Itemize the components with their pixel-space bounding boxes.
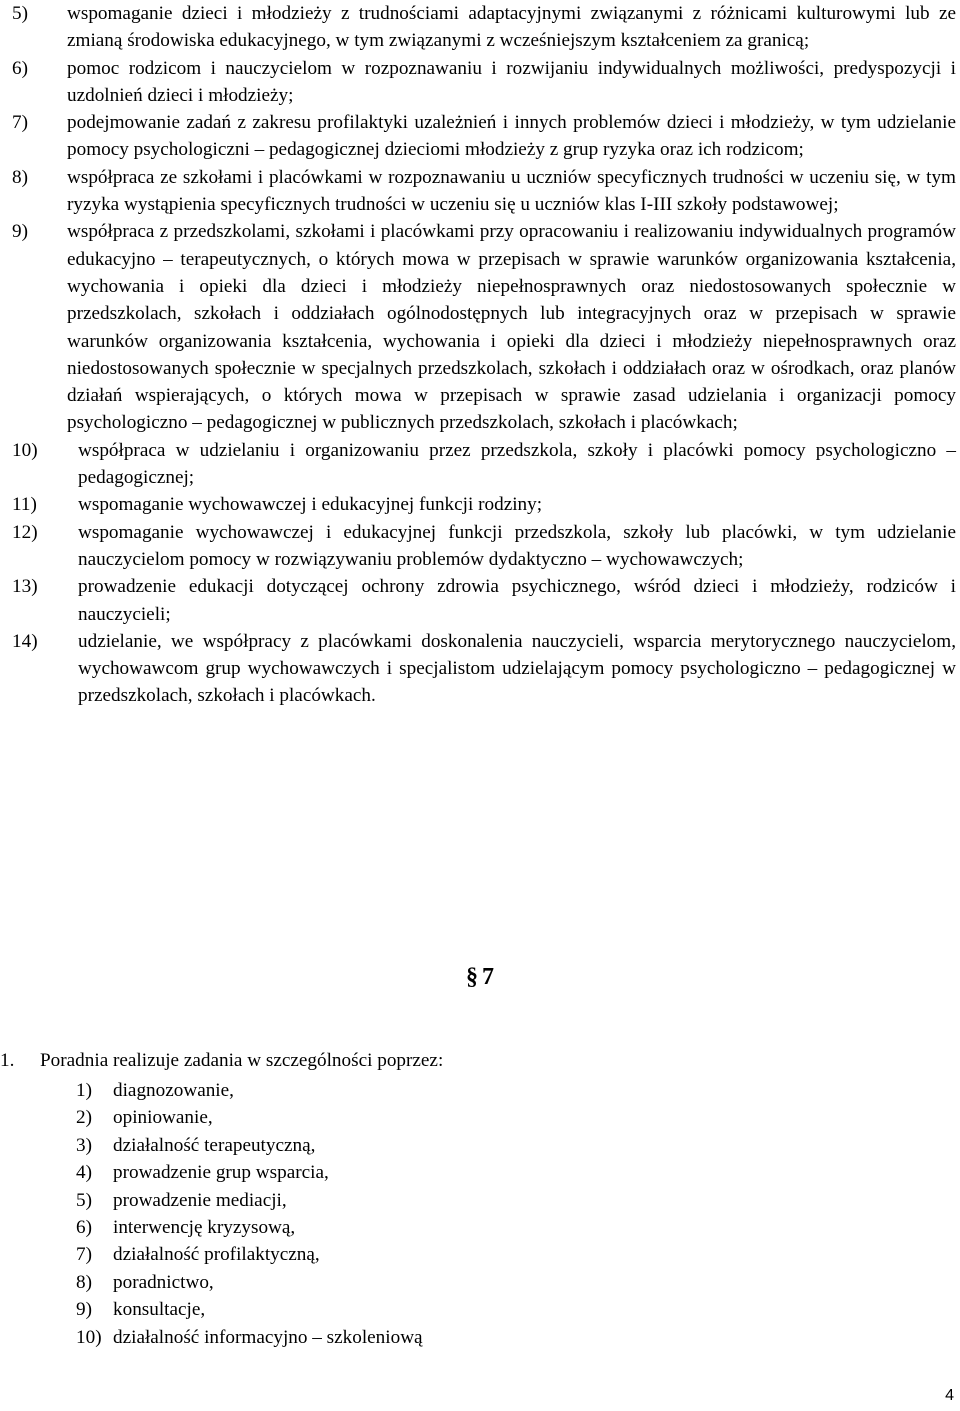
list-item-number: 4) [76, 1162, 92, 1184]
list-item-text: współpraca ze szkołami i placówkami w rozpoznawaniu u uczniów specyficznych trudności w uczeniu się, w tym ryzyka wystąpienia specyficznych trudności w uczeniu się u uczniów klas I-III szkoły podstawowej; [67, 166, 956, 216]
list-item [12, 218, 956, 436]
list-item-text: działalność informacyjno – szkoleniową [113, 1326, 423, 1348]
list-item-number: 11) [12, 494, 37, 516]
list-item-number: 9) [76, 1299, 92, 1321]
list-item-text: prowadzenie grup wsparcia, [113, 1162, 329, 1184]
list-item [76, 1187, 676, 1214]
list-item-number: 14) [12, 630, 38, 652]
list-item [12, 0, 956, 55]
page-number: 4 [945, 1387, 954, 1404]
list-item [12, 109, 956, 164]
list-item-text: prowadzenie edukacji dotyczącej ochrony zdrowia psychicznego, wśród dzieci i młodzieży, rodziców i nauczycieli; [78, 576, 956, 625]
list-item [12, 628, 956, 710]
list-item [76, 1104, 676, 1131]
list-item [76, 1296, 676, 1323]
list-item-text: konsultacje, [113, 1299, 206, 1321]
list-item [76, 1269, 676, 1296]
list-item-text: pomoc rodzicom i nauczycielom w rozpoznawaniu i rozwijaniu indywidualnych możliwości, predyspozycji i uzdolnień dzieci i młodzieży; [67, 57, 956, 106]
numbered-list-sub [76, 1077, 676, 1351]
list-item [76, 1214, 676, 1241]
list-item [12, 55, 956, 110]
list-item-number: 8) [12, 166, 28, 188]
list-item-text: interwencję kryzysową, [113, 1217, 296, 1239]
section-heading [0, 958, 960, 996]
list-item-number: 2) [76, 1107, 92, 1129]
list-item-number: 9) [12, 221, 28, 243]
list-item [76, 1324, 676, 1351]
list-item-number: 8) [76, 1271, 92, 1293]
list-item-text: współpraca z przedszkolami, szkołami i placówkami przy opracowaniu i realizowaniu indywidualnych programów edukacyjno – terapeutycznych, o których mowa w przepisach w sprawie warunków organizowania kształcenia, wychowania i opieki dla dzieci i młodzieży niepełnosprawnych oraz niedostosowanych społecznie w przedszkolach, szkołach i oddziałach ogólnodostępnych lub integracyjnych oraz w przepisach w sprawie warunków organizowania kształcenia, wychowania i opieki dla dzieci i młodzieży niepełnosprawnych oraz niedostosowanych społecznie w specjalnych przedszkolach, szkołach i oddziałach oraz w ośrodkach, oraz planów działań wspierających, o których mowa w przepisach w sprawie zasad udzielania i organizacji pomocy psychologiczno – pedagogicznej w publicznych przedszkolach, szkołach i placówkach; [67, 221, 956, 434]
list-item-text: opiniowanie, [113, 1107, 213, 1129]
list-item [12, 437, 956, 492]
list-item-number: 1) [76, 1080, 92, 1101]
list-item-text: wspomaganie dzieci i młodzieży z trudnościami adaptacyjnymi związanymi z różnicami kulturowymi lub ze zmianą środowiska edukacyjnego, w tym związanymi z wcześniejszym kształceniem za granicą; [67, 3, 956, 52]
list-item [12, 491, 956, 518]
list-item-number: 13) [12, 576, 38, 598]
list-item [76, 1159, 676, 1186]
paragraph-number: 1. [0, 1050, 15, 1071]
list-item [12, 519, 956, 574]
list-item-text: wspomaganie wychowawczej i edukacyjnej funkcji rodziny; [78, 494, 543, 516]
list-item-number: 10) [12, 439, 38, 461]
list-item [76, 1077, 676, 1104]
list-item-text: podejmowanie zadań z zakresu profilaktyki uzależnień i innych problemów dzieci i młodzieży, w tym udzielanie pomocy psychologiczni – pedagogicznej dzieciomi młodzieży z grup ryzyka oraz ich rodzicom; [67, 112, 956, 161]
list-item-number: 3) [76, 1134, 92, 1156]
list-item-number: 5) [76, 1189, 92, 1211]
list-item-text: diagnozowanie, [113, 1080, 234, 1101]
list-item-number: 12) [12, 521, 38, 543]
numbered-list-top [12, 0, 956, 710]
list-item-text: prowadzenie mediacji, [113, 1189, 287, 1211]
list-item-number: 6) [12, 57, 28, 79]
list-item-text: poradnictwo, [113, 1271, 214, 1293]
list-item [12, 573, 956, 628]
list-item-text: współpraca w udzielaniu i organizowaniu przez przedszkola, szkoły i placówki pomocy psychologiczno – pedagogicznej; [78, 439, 956, 489]
list-item-text: działalność profilaktyczną, [113, 1244, 320, 1266]
list-item-number: 7) [12, 112, 28, 134]
paragraph-text: Poradnia realizuje zadania w szczególności poprzez: [40, 1050, 444, 1071]
list-item-number: 10) [76, 1326, 102, 1348]
section-sign: § [466, 964, 478, 990]
list-item [76, 1241, 676, 1268]
paragraph [0, 1047, 443, 1074]
section-number: 7 [482, 964, 494, 990]
list-item-text: udzielanie, we współpracy z placówkami doskonalenia nauczycieli, wsparcia merytorycznego nauczycielom, wychowawcom grup wychowawczych i specjalistom udzielającym pomocy psychologiczno – pedagogicznej w przedszkolach, szkołach i placówkach. [78, 630, 956, 707]
list-item-number: 5) [12, 3, 28, 24]
list-item-text: wspomaganie wychowawczej i edukacyjnej funkcji przedszkola, szkoły lub placówki, w tym udzielanie nauczycielom pomocy w rozwiązywaniu problemów dydaktyczno – wychowawczych; [78, 521, 956, 570]
list-item-text: działalność terapeutyczną, [113, 1134, 316, 1156]
list-item [12, 164, 956, 219]
list-item [76, 1132, 676, 1159]
list-item-number: 6) [76, 1217, 92, 1239]
list-item-number: 7) [76, 1244, 92, 1266]
